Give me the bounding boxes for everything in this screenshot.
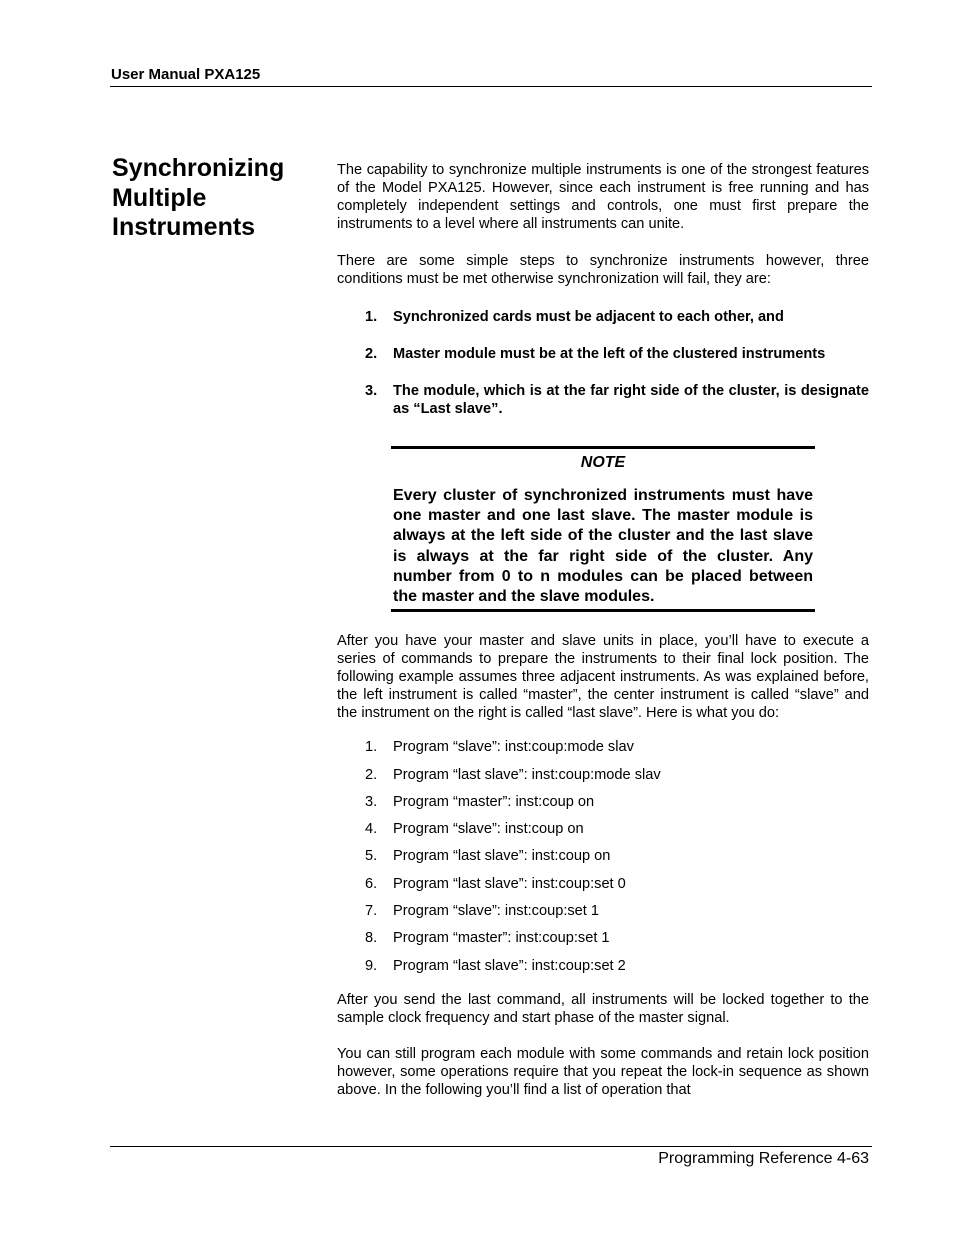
list-text: Program “last slave”: inst:coup on	[393, 848, 611, 865]
list-item	[337, 929, 869, 956]
list-text: Synchronized cards must be adjacent to each other, and	[393, 309, 784, 325]
list-number: 1.	[365, 739, 378, 756]
list-text: Program “master”: inst:coup on	[393, 793, 595, 810]
list-number: 9.	[365, 957, 378, 974]
list-item	[337, 345, 869, 363]
list-item	[337, 875, 869, 902]
list-item	[337, 382, 869, 418]
list-item	[337, 847, 869, 874]
running-header: User Manual PXA125	[111, 66, 261, 83]
note-body: Every cluster of synchronized instruments must have one master and one last slave. The master module is always at the left side of the cluster and the last slave is always at the far right side of the cluster. Any number from 0 to n modules can be placed between the master and the slave modules.	[393, 487, 813, 606]
list-item	[337, 902, 869, 929]
list-number: 2.	[365, 346, 378, 362]
list-item	[337, 957, 869, 984]
list-text: Program “slave”: inst:coup on	[393, 821, 584, 838]
list-text: The module, which is at the far right side of the cluster, is designate as “Last slave”.	[393, 383, 869, 417]
list-text: Master module must be at the left of the clustered instruments	[393, 346, 826, 362]
note-box	[391, 446, 815, 612]
note-title: NOTE	[580, 454, 626, 471]
conditions-intro-paragraph: There are some simple steps to synchronize instruments however, three conditions must be met otherwise synchronization will fail, they are:	[337, 253, 869, 287]
list-number: 6.	[365, 875, 378, 892]
steps-list	[337, 738, 869, 984]
conditions-list	[337, 308, 869, 418]
list-number: 2.	[365, 766, 378, 783]
list-item	[337, 766, 869, 793]
list-item	[337, 308, 869, 326]
list-text: Program “last slave”: inst:coup:mode slav	[393, 766, 661, 783]
list-item	[337, 793, 869, 820]
body-column	[337, 161, 869, 1099]
after-send-paragraph: After you send the last command, all instruments will be locked together to the sample clock frequency and start phase of the master signal.	[337, 991, 869, 1026]
intro-paragraph: The capability to synchronize multiple instruments is one of the strongest features of the Model PXA125. However, since each instrument is free running and has completely independent settings and controls, one must first prepare the instruments to a level where all instruments can unite.	[337, 162, 869, 232]
list-number: 3.	[365, 383, 378, 399]
footer-rule	[110, 1146, 872, 1147]
list-text: Program “master”: inst:coup:set 1	[393, 930, 610, 947]
header-rule	[110, 86, 872, 87]
list-text: Program “slave”: inst:coup:mode slav	[393, 739, 634, 756]
section-title: Synchronizing Multiple Instruments	[112, 154, 285, 241]
list-number: 4.	[365, 821, 378, 838]
list-number: 8.	[365, 930, 378, 947]
after-units-paragraph: After you have your master and slave units in place, you’ll have to execute a series of commands to prepare the instruments to their final lock position. The following example assumes three adjacent instruments. As was explained before, the left instrument is called “master”, the center instrument is called “slave” and the instrument on the right is called “last slave”. Here is what you do:	[337, 633, 869, 722]
list-number: 1.	[365, 309, 378, 325]
list-text: Program “last slave”: inst:coup:set 0	[393, 875, 626, 892]
list-item	[337, 738, 869, 765]
list-text: Program “last slave”: inst:coup:set 2	[393, 957, 626, 974]
list-number: 3.	[365, 793, 378, 810]
list-number: 5.	[365, 848, 378, 865]
page-footer: Programming Reference 4-63	[658, 1150, 869, 1167]
list-number: 7.	[365, 903, 378, 919]
list-item	[337, 820, 869, 847]
still-program-paragraph: You can still program each module with some commands and retain lock position however, some operations require that you repeat the lock-in sequence as shown above. In the following you’ll find a list of operation that	[337, 1045, 869, 1098]
list-text: Program “slave”: inst:coup:set 1	[393, 903, 600, 919]
